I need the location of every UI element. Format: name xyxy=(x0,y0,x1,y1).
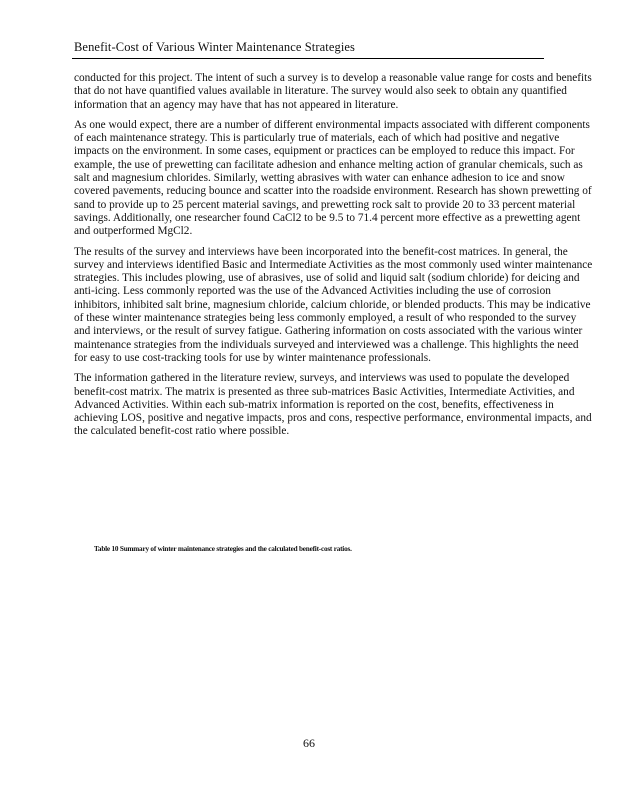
paragraph-environmental-impacts: As one would expect, there are a number of different environmental impacts associated with different components of each maintenance strategy. This is particularly true of materials, each of which had positive and negative impacts on the environment. In some cases, equipment or practices can be employed to reduce this impact. For example, the use of prewetting can facilitate adhesion and enhance melting action of granular chemicals, such as salt and magnesium chlorides. Similarly, wetting abrasives with water can enhance adhesion to ice and snow covered pavements, reducing bounce and scatter into the roadside environment. Research has shown prewetting of sand to provide up to 25 percent material savings, and prewetting rock salt to provide 20 to 33 percent material savings. Additionally, one researcher found CaCl2 to be 9.5 to 71.4 percent more effective as a prewetting agent and outperformed MgCl2. xyxy=(74,118,592,238)
page-number: 66 xyxy=(303,736,315,750)
header-divider xyxy=(72,58,544,59)
running-header: Benefit-Cost of Various Winter Maintenance Strategies xyxy=(74,40,356,54)
table-caption: Table 10 Summary of winter maintenance strategies and the calculated benefit-cost ratios. xyxy=(94,545,352,553)
paragraph-survey-results: The results of the survey and interviews have been incorporated into the benefit-cost matrices. In general, the survey and interviews identified Basic and Intermediate Activities as the most commonly used winter maintenance strategies. This includes plowing, use of abrasives, use of solid and liquid salt (sodium chloride) for deicing and anti-icing. Less commonly reported was the use of the Advanced Activities including the use of corrosion inhibitors, inhibited salt brine, magnesium chloride, calcium chloride, or blended products. This may be indicative of these winter maintenance strategies being less commonly employed, a result of who responded to the survey and interviews, or the result of survey fatigue. Gathering information on costs associated with the various winter maintenance strategies from the individuals surveyed and interviewed was a challenge. This highlights the need for easy to use cost-tracking tools for use by winter maintenance professionals. xyxy=(74,245,593,364)
paragraph-matrix-description: The information gathered in the literature review, surveys, and interviews was used to populate the developed benefit-cost matrix. The matrix is presented as three sub-matrices Basic Activities, Intermediate Activities, and Advanced Activities. Within each sub-matrix information is reported on the cost, benefits, effectiveness in achieving LOS, positive and negative impacts, pros and cons, respective performance, environmental impacts, and the calculated benefit-cost ratio where possible. xyxy=(74,372,592,438)
paragraph-survey-intent: conducted for this project. The intent of such a survey is to develop a reasonable value range for costs and benefits that do not have quantified values available in literature. The survey would also seek to obtain any quantified information that an agency may have that has not appeared in literature. xyxy=(74,72,592,111)
body-text xyxy=(74,72,594,446)
